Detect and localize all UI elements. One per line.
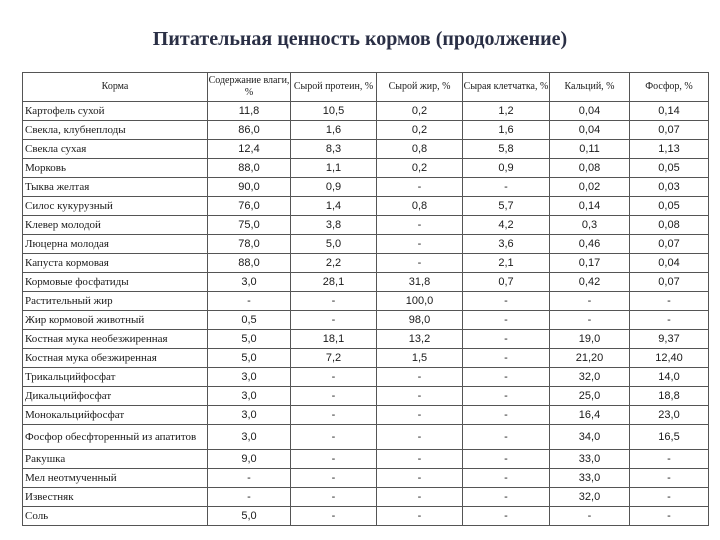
value-cell: -	[291, 311, 377, 330]
header-fiber: Сырая клетчатка, %	[463, 73, 550, 102]
feed-name-cell: Соль	[23, 507, 208, 526]
table-row	[23, 235, 709, 254]
table-row	[23, 349, 709, 368]
value-cell: 0,02	[550, 178, 630, 197]
value-cell: 5,7	[463, 197, 550, 216]
value-cell: -	[291, 406, 377, 425]
value-cell: -	[463, 178, 550, 197]
value-cell: 0,07	[630, 121, 709, 140]
value-cell: 0,42	[550, 273, 630, 292]
value-cell: 0,07	[630, 273, 709, 292]
value-cell: 19,0	[550, 330, 630, 349]
value-cell: 0,8	[377, 140, 463, 159]
table-row	[23, 292, 709, 311]
value-cell: 16,4	[550, 406, 630, 425]
value-cell: 0,2	[377, 159, 463, 178]
value-cell: -	[463, 368, 550, 387]
value-cell: -	[377, 450, 463, 469]
value-cell: 1,13	[630, 140, 709, 159]
value-cell: 33,0	[550, 450, 630, 469]
value-cell: -	[630, 450, 709, 469]
value-cell: 1,2	[463, 102, 550, 121]
table-row	[23, 197, 709, 216]
value-cell: 14,0	[630, 368, 709, 387]
feed-name-cell: Костная мука необезжиренная	[23, 330, 208, 349]
value-cell: -	[377, 368, 463, 387]
table-row	[23, 368, 709, 387]
table-row	[23, 178, 709, 197]
page-title: Питательная ценность кормов (продолжение)	[152, 28, 568, 50]
value-cell: 3,0	[208, 368, 291, 387]
value-cell: -	[630, 292, 709, 311]
feed-name-cell: Дикальцийфосфат	[23, 387, 208, 406]
value-cell: 0,08	[630, 216, 709, 235]
nutrition-table	[22, 72, 709, 526]
header-calcium: Кальций, %	[550, 73, 630, 102]
table-row	[23, 469, 709, 488]
table-row	[23, 254, 709, 273]
value-cell: -	[463, 406, 550, 425]
feed-name-cell: Силос кукурузный	[23, 197, 208, 216]
value-cell: -	[463, 425, 550, 450]
value-cell: 5,8	[463, 140, 550, 159]
feed-name-cell: Фосфор обесфторенный из апатитов	[23, 425, 208, 450]
value-cell: 0,14	[550, 197, 630, 216]
feed-name-cell: Трикальцийфосфат	[23, 368, 208, 387]
value-cell: 0,04	[550, 102, 630, 121]
value-cell: 78,0	[208, 235, 291, 254]
value-cell: 13,2	[377, 330, 463, 349]
header-fat: Сырой жир, %	[377, 73, 463, 102]
value-cell: -	[630, 507, 709, 526]
value-cell: 3,0	[208, 406, 291, 425]
table-row	[23, 159, 709, 178]
table-row	[23, 330, 709, 349]
value-cell: -	[291, 488, 377, 507]
value-cell: -	[463, 488, 550, 507]
value-cell: 0,14	[630, 102, 709, 121]
value-cell: 9,0	[208, 450, 291, 469]
value-cell: 88,0	[208, 254, 291, 273]
value-cell: 88,0	[208, 159, 291, 178]
value-cell: 76,0	[208, 197, 291, 216]
value-cell: 0,17	[550, 254, 630, 273]
value-cell: -	[463, 311, 550, 330]
value-cell: 2,2	[291, 254, 377, 273]
value-cell: 7,2	[291, 349, 377, 368]
value-cell: 0,5	[208, 311, 291, 330]
value-cell: 25,0	[550, 387, 630, 406]
value-cell: 31,8	[377, 273, 463, 292]
value-cell: 5,0	[208, 330, 291, 349]
value-cell: 0,04	[550, 121, 630, 140]
value-cell: 9,37	[630, 330, 709, 349]
value-cell: 32,0	[550, 488, 630, 507]
value-cell: 8,3	[291, 140, 377, 159]
value-cell: -	[291, 507, 377, 526]
feed-name-cell: Морковь	[23, 159, 208, 178]
value-cell: 12,40	[630, 349, 709, 368]
value-cell: -	[550, 507, 630, 526]
value-cell: -	[377, 425, 463, 450]
value-cell: -	[291, 425, 377, 450]
value-cell: -	[463, 387, 550, 406]
value-cell: 0,3	[550, 216, 630, 235]
value-cell: 0,7	[463, 273, 550, 292]
value-cell: 5,0	[208, 349, 291, 368]
value-cell: 100,0	[377, 292, 463, 311]
table-row	[23, 121, 709, 140]
value-cell: -	[463, 292, 550, 311]
value-cell: 0,08	[550, 159, 630, 178]
value-cell: -	[208, 469, 291, 488]
feed-name-cell: Клевер молодой	[23, 216, 208, 235]
value-cell: -	[630, 469, 709, 488]
value-cell: 18,1	[291, 330, 377, 349]
value-cell: 3,0	[208, 387, 291, 406]
value-cell: -	[377, 254, 463, 273]
header-phosphorus: Фосфор, %	[630, 73, 709, 102]
value-cell: 3,6	[463, 235, 550, 254]
value-cell: 16,5	[630, 425, 709, 450]
value-cell: 4,2	[463, 216, 550, 235]
feed-name-cell: Мел неотмученный	[23, 469, 208, 488]
value-cell: 0,05	[630, 197, 709, 216]
feed-name-cell: Жир кормовой животный	[23, 311, 208, 330]
value-cell: -	[377, 469, 463, 488]
value-cell: 86,0	[208, 121, 291, 140]
table-row	[23, 273, 709, 292]
feed-name-cell: Монокальцийфосфат	[23, 406, 208, 425]
value-cell: -	[208, 488, 291, 507]
feed-name-cell: Растительный жир	[23, 292, 208, 311]
table-row	[23, 507, 709, 526]
value-cell: 34,0	[550, 425, 630, 450]
value-cell: 1,6	[463, 121, 550, 140]
feed-name-cell: Картофель сухой	[23, 102, 208, 121]
value-cell: 3,0	[208, 425, 291, 450]
value-cell: -	[208, 292, 291, 311]
feed-name-cell: Капуста кормовая	[23, 254, 208, 273]
value-cell: 0,07	[630, 235, 709, 254]
value-cell: 28,1	[291, 273, 377, 292]
feed-name-cell: Известняк	[23, 488, 208, 507]
value-cell: 0,46	[550, 235, 630, 254]
value-cell: 2,1	[463, 254, 550, 273]
value-cell: -	[550, 311, 630, 330]
value-cell: 12,4	[208, 140, 291, 159]
value-cell: 90,0	[208, 178, 291, 197]
header-dry-matter: Содержание влаги, %	[208, 73, 291, 102]
value-cell: 1,5	[377, 349, 463, 368]
feed-name-cell: Ракушка	[23, 450, 208, 469]
value-cell: -	[377, 507, 463, 526]
value-cell: 0,8	[377, 197, 463, 216]
value-cell: -	[630, 488, 709, 507]
value-cell: 0,9	[291, 178, 377, 197]
table-row	[23, 140, 709, 159]
table-body	[23, 102, 709, 526]
table-row	[23, 311, 709, 330]
value-cell: 0,04	[630, 254, 709, 273]
table-row	[23, 450, 709, 469]
value-cell: -	[377, 178, 463, 197]
value-cell: 21,20	[550, 349, 630, 368]
value-cell: 1,1	[291, 159, 377, 178]
value-cell: 3,0	[208, 273, 291, 292]
table-row	[23, 406, 709, 425]
value-cell: 75,0	[208, 216, 291, 235]
value-cell: -	[463, 330, 550, 349]
feed-name-cell: Костная мука обезжиренная	[23, 349, 208, 368]
value-cell: 11,8	[208, 102, 291, 121]
value-cell: 98,0	[377, 311, 463, 330]
value-cell: -	[630, 311, 709, 330]
value-cell: 0,11	[550, 140, 630, 159]
value-cell: 1,6	[291, 121, 377, 140]
table-row	[23, 425, 709, 450]
value-cell: -	[463, 507, 550, 526]
value-cell: -	[377, 406, 463, 425]
table-row	[23, 102, 709, 121]
table-row	[23, 387, 709, 406]
table-row	[23, 488, 709, 507]
value-cell: -	[463, 450, 550, 469]
header-feed: Корма	[23, 73, 208, 102]
value-cell: -	[377, 387, 463, 406]
value-cell: 0,2	[377, 121, 463, 140]
value-cell: -	[377, 216, 463, 235]
value-cell: -	[291, 292, 377, 311]
feed-name-cell: Люцерна молодая	[23, 235, 208, 254]
value-cell: -	[291, 368, 377, 387]
value-cell: 0,05	[630, 159, 709, 178]
header-row	[23, 73, 709, 102]
feed-name-cell: Свекла, клубнеплоды	[23, 121, 208, 140]
value-cell: 0,2	[377, 102, 463, 121]
value-cell: 23,0	[630, 406, 709, 425]
value-cell: -	[291, 450, 377, 469]
value-cell: 32,0	[550, 368, 630, 387]
value-cell: 33,0	[550, 469, 630, 488]
header-protein: Сырой протеин, %	[291, 73, 377, 102]
value-cell: 18,8	[630, 387, 709, 406]
value-cell: -	[550, 292, 630, 311]
value-cell: -	[291, 387, 377, 406]
value-cell: 5,0	[208, 507, 291, 526]
value-cell: -	[291, 469, 377, 488]
value-cell: 0,9	[463, 159, 550, 178]
value-cell: -	[463, 469, 550, 488]
feed-name-cell: Свекла сухая	[23, 140, 208, 159]
value-cell: -	[377, 235, 463, 254]
value-cell: -	[463, 349, 550, 368]
value-cell: 10,5	[291, 102, 377, 121]
table-row	[23, 216, 709, 235]
value-cell: 5,0	[291, 235, 377, 254]
feed-name-cell: Тыква желтая	[23, 178, 208, 197]
value-cell: 1,4	[291, 197, 377, 216]
value-cell: 0,03	[630, 178, 709, 197]
value-cell: 3,8	[291, 216, 377, 235]
value-cell: -	[377, 488, 463, 507]
feed-name-cell: Кормовые фосфатиды	[23, 273, 208, 292]
